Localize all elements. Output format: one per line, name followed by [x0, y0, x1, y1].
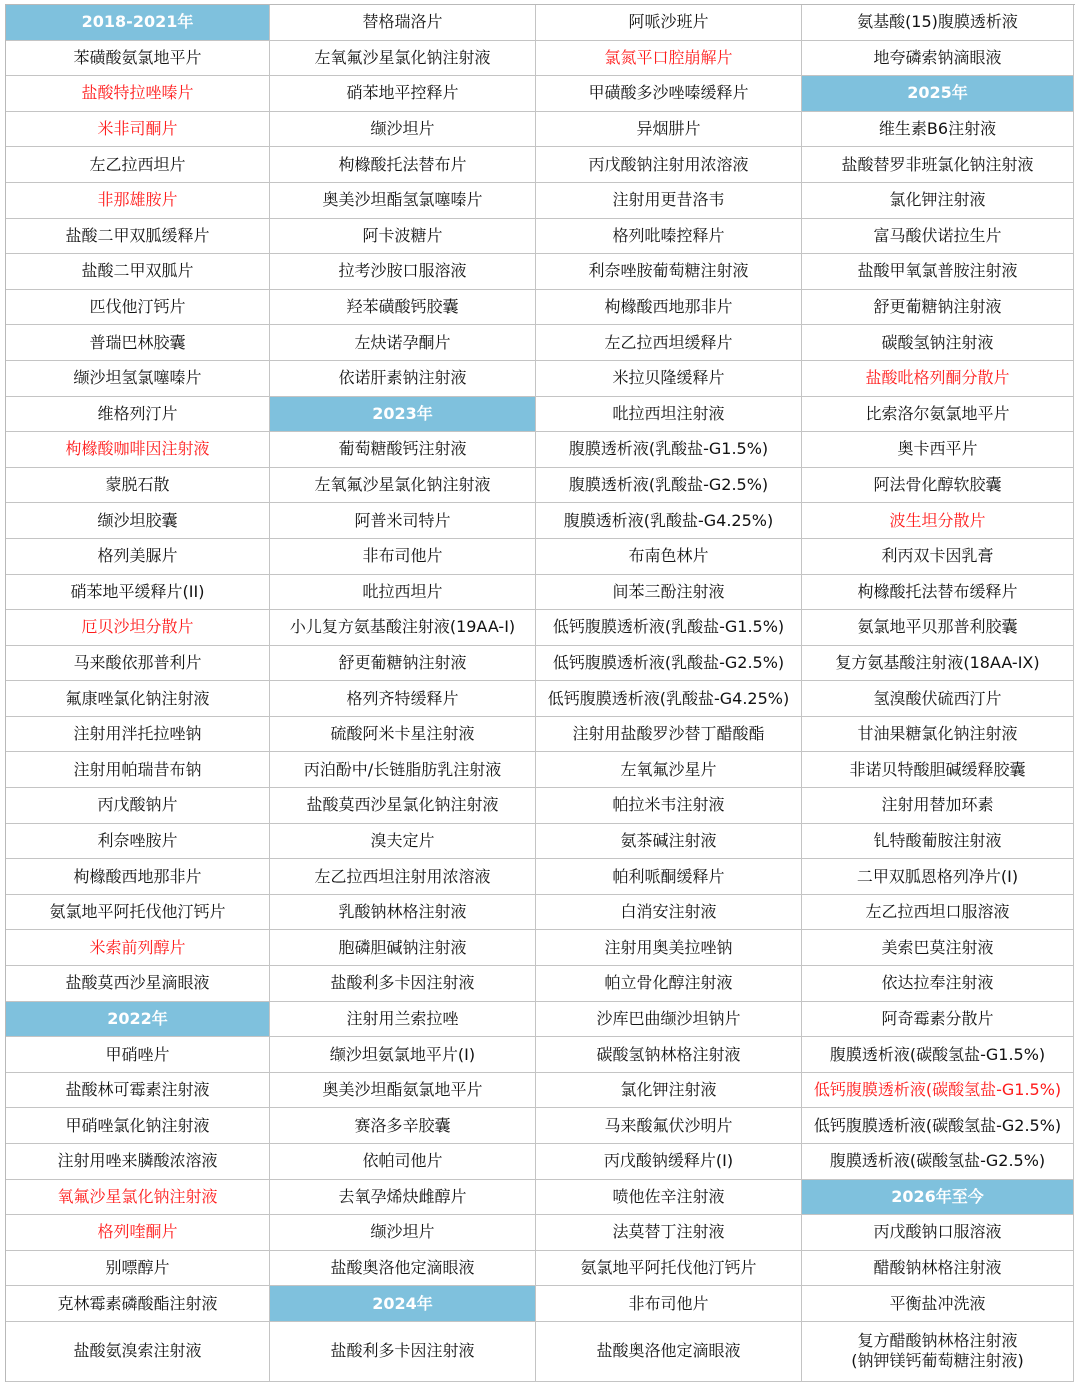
- drug-name-cell: 比索洛尔氨氯地平片: [802, 397, 1074, 433]
- drug-name-cell: 厄贝沙坦分散片: [6, 610, 270, 646]
- drug-name-cell: 吡拉西坦注射液: [536, 397, 802, 433]
- drug-name-cell: 利奈唑胺片: [6, 824, 270, 860]
- drug-name-cell: 甲硝唑氯化钠注射液: [6, 1108, 270, 1144]
- drug-name-cell: 钆特酸葡胺注射液: [802, 824, 1074, 860]
- drug-name-cell: 甲硝唑片: [6, 1037, 270, 1073]
- drug-name-cell: 盐酸利多卡因注射液: [270, 966, 536, 1002]
- drug-name-cell: 阿法骨化醇软胶囊: [802, 468, 1074, 504]
- drug-name-cell: 格列美脲片: [6, 539, 270, 575]
- drug-name-cell: 二甲双胍恩格列净片(Ⅰ): [802, 859, 1074, 895]
- drug-name-cell: 盐酸奥洛他定滴眼液: [270, 1251, 536, 1287]
- drug-name-cell: 左乙拉西坦注射用浓溶液: [270, 859, 536, 895]
- drug-name-cell: 非那雄胺片: [6, 183, 270, 219]
- drug-name-cell: 拉考沙胺口服溶液: [270, 254, 536, 290]
- drug-name-cell: 非布司他片: [270, 539, 536, 575]
- drug-name-cell: 普瑞巴林胶囊: [6, 325, 270, 361]
- drug-name-cell: 异烟肼片: [536, 112, 802, 148]
- drug-name-cell: 苯磺酸氨氯地平片: [6, 41, 270, 77]
- drug-name-cell: 氨茶碱注射液: [536, 824, 802, 860]
- drug-name-cell: 米索前列醇片: [6, 930, 270, 966]
- drug-name-cell: 法莫替丁注射液: [536, 1215, 802, 1251]
- drug-name-cell: 缬沙坦片: [270, 112, 536, 148]
- drug-name-cell: 丙戊酸钠口服溶液: [802, 1215, 1074, 1251]
- drug-name-cell: 腹膜透析液(乳酸盐-G4.25%): [536, 503, 802, 539]
- drug-name-cell: 注射用唑来膦酸浓溶液: [6, 1144, 270, 1180]
- drug-name-cell: 替格瑞洛片: [270, 5, 536, 41]
- drug-name-cell: 奥卡西平片: [802, 432, 1074, 468]
- drug-name-cell: 美索巴莫注射液: [802, 930, 1074, 966]
- drug-name-cell: 格列喹酮片: [6, 1215, 270, 1251]
- drug-name-cell: 白消安注射液: [536, 895, 802, 931]
- drug-name-cell: 氯化钾注射液: [536, 1073, 802, 1109]
- drug-name-cell: 非诺贝特酸胆碱缓释胶囊: [802, 752, 1074, 788]
- drug-name-cell: 非布司他片: [536, 1286, 802, 1322]
- drug-name-cell: 枸橼酸咖啡因注射液: [6, 432, 270, 468]
- drug-name-cell: 氨基酸(15)腹膜透析液: [802, 5, 1074, 41]
- drug-name-cell: 氟康唑氯化钠注射液: [6, 681, 270, 717]
- drug-name-cell: 左氧氟沙星氯化钠注射液: [270, 41, 536, 77]
- drug-name-cell: 喷他佐辛注射液: [536, 1180, 802, 1216]
- drug-name-cell: 小儿复方氨基酸注射液(19AA-Ⅰ): [270, 610, 536, 646]
- drug-name-cell: 硫酸阿米卡星注射液: [270, 717, 536, 753]
- drug-name-cell: 硝苯地平缓释片(II): [6, 575, 270, 611]
- drug-name-cell: 米拉贝隆缓释片: [536, 361, 802, 397]
- drug-name-cell: 低钙腹膜透析液(碳酸氢盐-G2.5%): [802, 1108, 1074, 1144]
- drug-name-cell: 赛洛多辛胶囊: [270, 1108, 536, 1144]
- drug-name-cell: 乳酸钠林格注射液: [270, 895, 536, 931]
- drug-name-cell: 碳酸氢钠注射液: [802, 325, 1074, 361]
- drug-name-cell: 阿卡波糖片: [270, 219, 536, 255]
- drug-name-cell: 溴夫定片: [270, 824, 536, 860]
- drug-name-cell: 胞磷胆碱钠注射液: [270, 930, 536, 966]
- drug-name-cell: 腹膜透析液(乳酸盐-G1.5%): [536, 432, 802, 468]
- drug-name-cell: 氯氮平口腔崩解片: [536, 41, 802, 77]
- drug-name-cell: 米非司酮片: [6, 112, 270, 148]
- year-header-cell: 2024年: [270, 1286, 536, 1322]
- drug-name-cell: 硝苯地平控释片: [270, 76, 536, 112]
- drug-name-cell: 氯化钾注射液: [802, 183, 1074, 219]
- drug-name-cell: 左乙拉西坦片: [6, 147, 270, 183]
- drug-name-cell: 葡萄糖酸钙注射液: [270, 432, 536, 468]
- drug-name-cell: 格列吡嗪控释片: [536, 219, 802, 255]
- drug-name-cell: 盐酸莫西沙星滴眼液: [6, 966, 270, 1002]
- drug-name-cell: 帕利哌酮缓释片: [536, 859, 802, 895]
- drug-name-cell: 氨氯地平贝那普利胶囊: [802, 610, 1074, 646]
- drug-name-cell: 帕立骨化醇注射液: [536, 966, 802, 1002]
- drug-name-cell: 注射用更昔洛韦: [536, 183, 802, 219]
- drug-name-cell: 碳酸氢钠林格注射液: [536, 1037, 802, 1073]
- drug-name-cell: 缬沙坦氨氯地平片(Ⅰ): [270, 1037, 536, 1073]
- drug-name-cell: 盐酸利多卡因注射液: [270, 1322, 536, 1382]
- drug-name-cell: 缬沙坦氢氯噻嗪片: [6, 361, 270, 397]
- year-header-cell: 2026年至今: [802, 1180, 1074, 1216]
- drug-name-cell: 注射用替加环素: [802, 788, 1074, 824]
- drug-name-cell: 马来酸依那普利片: [6, 646, 270, 682]
- drug-name-cell: 克林霉素磷酸酯注射液: [6, 1286, 270, 1322]
- drug-name-cell: 盐酸替罗非班氯化钠注射液: [802, 147, 1074, 183]
- drug-name-cell: 低钙腹膜透析液(乳酸盐-G1.5%): [536, 610, 802, 646]
- drug-table: [5, 4, 1075, 1382]
- drug-name-cell: 富马酸伏诺拉生片: [802, 219, 1074, 255]
- drug-name-cell: 盐酸二甲双胍片: [6, 254, 270, 290]
- drug-name-cell: 利丙双卡因乳膏: [802, 539, 1074, 575]
- drug-name-cell: 氨氯地平阿托伐他汀钙片: [536, 1251, 802, 1287]
- drug-name-cell: 盐酸奥洛他定滴眼液: [536, 1322, 802, 1382]
- drug-name-cell: 丙戊酸钠注射用浓溶液: [536, 147, 802, 183]
- drug-name-cell: 依帕司他片: [270, 1144, 536, 1180]
- drug-name-cell: 丙戊酸钠片: [6, 788, 270, 824]
- drug-name-cell: 注射用泮托拉唑钠: [6, 717, 270, 753]
- drug-name-cell: 甘油果糖氯化钠注射液: [802, 717, 1074, 753]
- drug-name-cell: 枸橼酸托法替布片: [270, 147, 536, 183]
- drug-name-cell: 地夸磷索钠滴眼液: [802, 41, 1074, 77]
- drug-name-cell: 盐酸林可霉素注射液: [6, 1073, 270, 1109]
- drug-name-cell: 盐酸莫西沙星氯化钠注射液: [270, 788, 536, 824]
- drug-name-cell: 舒更葡糖钠注射液: [802, 290, 1074, 326]
- drug-name-cell: 注射用盐酸罗沙替丁醋酸酯: [536, 717, 802, 753]
- drug-name-cell: 间苯三酚注射液: [536, 575, 802, 611]
- drug-name-cell: 依达拉奉注射液: [802, 966, 1074, 1002]
- drug-name-cell: 平衡盐冲洗液: [802, 1286, 1074, 1322]
- drug-name-cell: 布南色林片: [536, 539, 802, 575]
- drug-name-cell: 复方醋酸钠林格注射液 (钠钾镁钙葡萄糖注射液): [802, 1322, 1074, 1382]
- drug-name-cell: 维格列汀片: [6, 397, 270, 433]
- drug-name-cell: 氧氟沙星氯化钠注射液: [6, 1180, 270, 1216]
- drug-name-cell: 枸橼酸托法替布缓释片: [802, 575, 1074, 611]
- drug-name-cell: 丙戊酸钠缓释片(Ⅰ): [536, 1144, 802, 1180]
- drug-name-cell: 醋酸钠林格注射液: [802, 1251, 1074, 1287]
- drug-name-cell: 依诺肝素钠注射液: [270, 361, 536, 397]
- drug-name-cell: 别嘌醇片: [6, 1251, 270, 1287]
- drug-name-cell: 格列齐特缓释片: [270, 681, 536, 717]
- drug-name-cell: 阿奇霉素分散片: [802, 1002, 1074, 1038]
- drug-name-cell: 低钙腹膜透析液(碳酸氢盐-G1.5%): [802, 1073, 1074, 1109]
- drug-name-cell: 沙库巴曲缬沙坦钠片: [536, 1002, 802, 1038]
- drug-name-cell: 腹膜透析液(碳酸氢盐-G1.5%): [802, 1037, 1074, 1073]
- drug-name-cell: 腹膜透析液(乳酸盐-G2.5%): [536, 468, 802, 504]
- drug-name-cell: 丙泊酚中/长链脂肪乳注射液: [270, 752, 536, 788]
- drug-name-cell: 马来酸氟伏沙明片: [536, 1108, 802, 1144]
- drug-name-cell: 缬沙坦片: [270, 1215, 536, 1251]
- drug-name-cell: 奥美沙坦酯氢氯噻嗪片: [270, 183, 536, 219]
- drug-name-cell: 左氧氟沙星片: [536, 752, 802, 788]
- drug-name-cell: 匹伐他汀钙片: [6, 290, 270, 326]
- drug-name-cell: 盐酸二甲双胍缓释片: [6, 219, 270, 255]
- drug-name-cell: 奥美沙坦酯氨氯地平片: [270, 1073, 536, 1109]
- drug-name-cell: 甲磺酸多沙唑嗪缓释片: [536, 76, 802, 112]
- drug-name-cell: 低钙腹膜透析液(乳酸盐-G4.25%): [536, 681, 802, 717]
- drug-name-cell: 注射用兰索拉唑: [270, 1002, 536, 1038]
- drug-name-cell: 利奈唑胺葡萄糖注射液: [536, 254, 802, 290]
- drug-name-cell: 左乙拉西坦缓释片: [536, 325, 802, 361]
- drug-name-cell: 左氧氟沙星氯化钠注射液: [270, 468, 536, 504]
- drug-name-cell: 盐酸氨溴索注射液: [6, 1322, 270, 1382]
- drug-name-cell: 腹膜透析液(碳酸氢盐-G2.5%): [802, 1144, 1074, 1180]
- year-header-cell: 2022年: [6, 1002, 270, 1038]
- drug-name-cell: 复方氨基酸注射液(18AA-IX): [802, 646, 1074, 682]
- drug-name-cell: 维生素B6注射液: [802, 112, 1074, 148]
- drug-name-cell: 盐酸吡格列酮分散片: [802, 361, 1074, 397]
- drug-name-cell: 氨氯地平阿托伐他汀钙片: [6, 895, 270, 931]
- drug-name-cell: 舒更葡糖钠注射液: [270, 646, 536, 682]
- drug-name-cell: 氢溴酸伏硫西汀片: [802, 681, 1074, 717]
- year-header-cell: 2025年: [802, 76, 1074, 112]
- drug-name-cell: 枸橼酸西地那非片: [6, 859, 270, 895]
- drug-name-cell: 左乙拉西坦口服溶液: [802, 895, 1074, 931]
- drug-name-cell: 蒙脱石散: [6, 468, 270, 504]
- drug-name-cell: 帕拉米韦注射液: [536, 788, 802, 824]
- year-header-cell: 2018-2021年: [6, 5, 270, 41]
- drug-name-cell: 阿哌沙班片: [536, 5, 802, 41]
- drug-name-cell: 左炔诺孕酮片: [270, 325, 536, 361]
- drug-name-cell: 盐酸甲氧氯普胺注射液: [802, 254, 1074, 290]
- drug-name-cell: 注射用奥美拉唑钠: [536, 930, 802, 966]
- drug-name-cell: 盐酸特拉唑嗪片: [6, 76, 270, 112]
- drug-name-cell: 缬沙坦胶囊: [6, 503, 270, 539]
- drug-name-cell: 吡拉西坦片: [270, 575, 536, 611]
- year-header-cell: 2023年: [270, 397, 536, 433]
- drug-name-cell: 阿普米司特片: [270, 503, 536, 539]
- drug-name-cell: 枸橼酸西地那非片: [536, 290, 802, 326]
- drug-name-cell: 波生坦分散片: [802, 503, 1074, 539]
- drug-name-cell: 低钙腹膜透析液(乳酸盐-G2.5%): [536, 646, 802, 682]
- drug-name-cell: 去氧孕烯炔雌醇片: [270, 1180, 536, 1216]
- drug-name-cell: 羟苯磺酸钙胶囊: [270, 290, 536, 326]
- drug-name-cell: 注射用帕瑞昔布钠: [6, 752, 270, 788]
